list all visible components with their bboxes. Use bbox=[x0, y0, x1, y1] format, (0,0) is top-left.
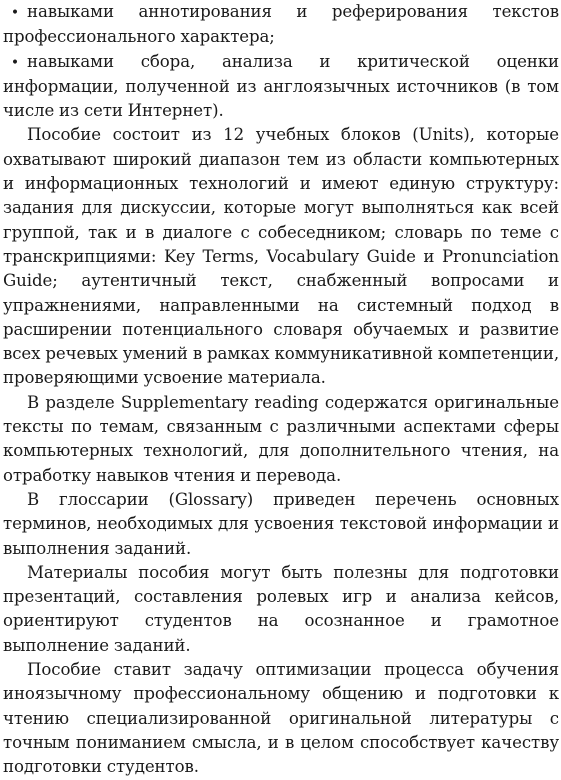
bullet-icon: • bbox=[10, 5, 20, 21]
paragraph-structure: Пособие состоит из 12 учебных блоков (Units), которые охватывают широкий диапазон тем из области компьютерных и информационных технологий и имеют единую структуру: задания для дискуссии, которые могут выполняться как всей группой, так и в диалоге с собеседником; словарь по теме с транскрипциями: Key Terms, Vocabulary Guide и Pronunciation Guide; аутентичный текст, снабженный вопросами и упражнениями, направленными на системный подход в расширении потенциального словаря обучаемых и развитие всех речевых умений в рамках коммуникативной компетенции, проверяющими усвоение материала. bbox=[3, 125, 559, 388]
bullet-item-1 bbox=[3, 0, 559, 50]
bullet-icon: • bbox=[10, 54, 20, 71]
bullet-text-2: навыками сбора, анализа и критической оценки информации, полученной из англоязычных источников (в том числе из сети Интернет). bbox=[3, 51, 559, 121]
paragraph-supplementary-reading: В разделе Supplementary reading содержатся оригинальные тексты по темам, связанным с различными аспектами сферы компьютерных технологий, для дополнительного чтения, на отработку навыков чтения и перевода. bbox=[3, 392, 559, 485]
paragraph-goal: Пособие ставит задачу оптимизации процесса обучения иноязычному профессиональному общению и подготовки к чтению специализированной оригинальной литературы с точным пониманием смысла, и в целом способствует качеству подготовки студентов. bbox=[3, 660, 559, 777]
paragraph-glossary: В глоссарии (Glossary) приведен перечень основных терминов, необходимых для усвоения текстовой информации и выполнения заданий. bbox=[3, 489, 559, 558]
bullet-text-1: навыками аннотирования и реферирования текстов профессионального характера; bbox=[3, 2, 559, 47]
bullet-item-2 bbox=[3, 50, 559, 124]
document-page bbox=[3, 0, 559, 780]
paragraph-materials: Материалы пособия могут быть полезны для подготовки презентаций, составления ролевых игр и анализа кейсов, ориентируют студентов на осознанное и грамотное выполнение заданий. bbox=[3, 562, 559, 655]
